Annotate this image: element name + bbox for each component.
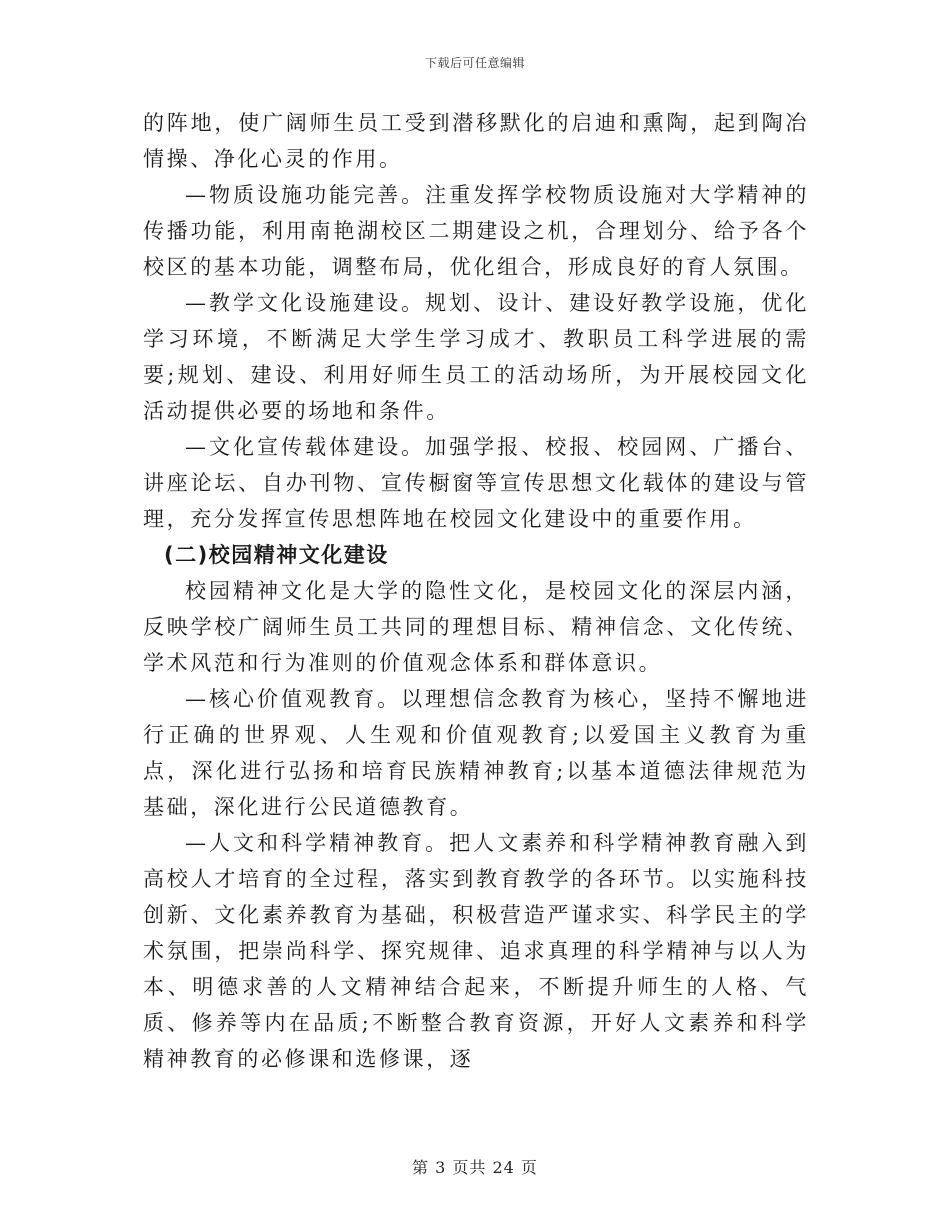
paragraph-teaching-facilities: —教学文化设施建设。规划、设计、建设好教学设施，优化学习环境，不断满足大学生学习成才、教职员工科学进展的需要;规划、建设、利用好师生员工的活动场所，为开展校园文化活动提供必要的场地和条件。 — [143, 291, 809, 423]
paragraph-continued: 的阵地，使广阔师生员工受到潜移默化的启迪和熏陶，起到陶冶情操、净化心灵的作用。 — [143, 111, 809, 171]
section-heading: (二)校园精神文化建设 — [164, 543, 389, 567]
paragraph-spiritual-culture: 校园精神文化是大学的隐性文化，是校园文化的深层内涵，反映学校广阔师生员工共同的理想目标、精神信念、文化传统、学术风范和行为准则的价值观念体系和群体意识。 — [143, 579, 809, 675]
document-body — [143, 105, 809, 1077]
paragraph-humanities-science: —人文和科学精神教育。把人文素养和科学精神教育融入到高校人才培育的全过程，落实到教育教学的各环节。以实施科技创新、文化素养教育为基础，积极营造严谨求实、科学民主的学术氛围，把崇尚科学、探究规律、追求真理的科学精神与以人为本、明德求善的人文精神结合起来，不断提升师生的人格、气质、修养等内在品质;不断整合教育资源，开好人文素养和科学精神教育的必修课和选修课，逐 — [143, 831, 809, 1071]
paragraph-physical-facilities: —物质设施功能完善。注重发挥学校物质设施对大学精神的传播功能，利用南艳湖校区二期建设之机，合理划分、给予各个校区的基本功能，调整布局，优化组合，形成良好的育人氛围。 — [143, 183, 809, 279]
paragraph-publicity-carriers: —文化宣传载体建设。加强学报、校报、校园网、广播台、讲座论坛、自办刊物、宣传橱窗等宣传思想文化载体的建设与管理，充分发挥宣传思想阵地在校园文化建设中的重要作用。 — [143, 435, 809, 531]
header-note: 下载后可任意编辑 — [424, 56, 525, 70]
paragraph-core-values: —核心价值观教育。以理想信念教育为核心，坚持不懈地进行正确的世界观、人生观和价值观教育;以爱国主义教育为重点，深化进行弘扬和培育民族精神教育;以基本道德法律规范为基础，深化进行公民道德教育。 — [143, 687, 809, 819]
page-number: 第 3 页共 24 页 — [412, 1158, 538, 1177]
